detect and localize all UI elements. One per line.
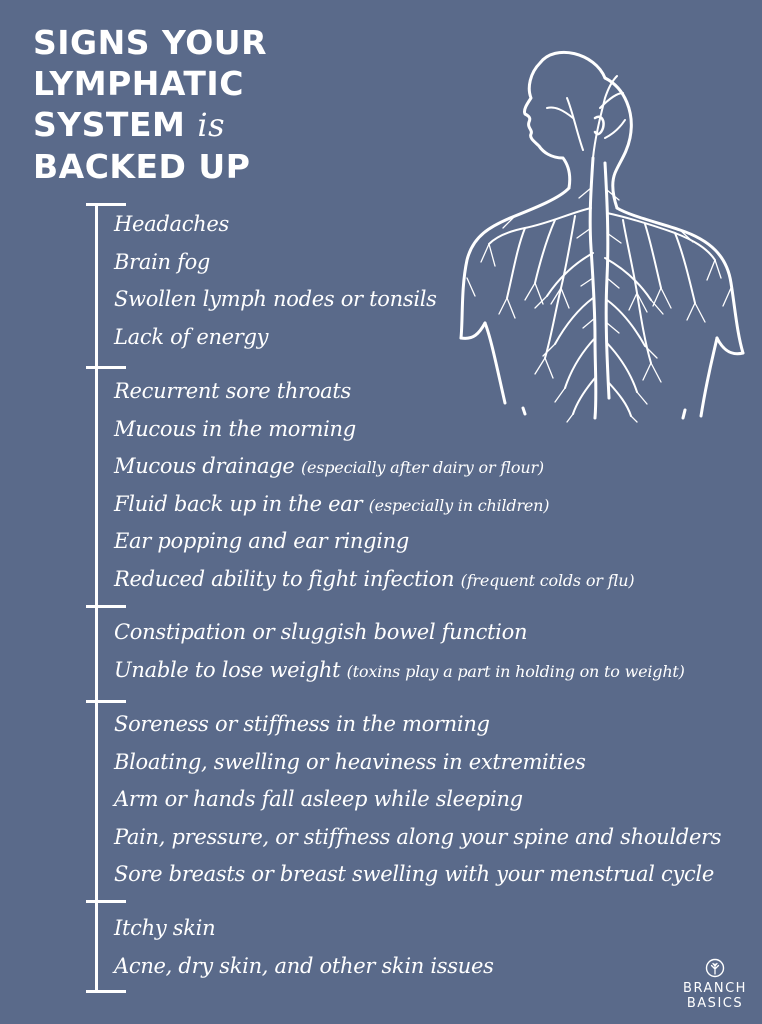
symptom-text: Mucous in the morning bbox=[114, 416, 356, 441]
symptom-text: Constipation or sluggish bowel function bbox=[114, 620, 528, 644]
symptom-item bbox=[114, 918, 494, 956]
bracket-line bbox=[95, 203, 98, 993]
symptom-text: Pain, pressure, or stiffness along your spine and shoulders bbox=[114, 824, 722, 849]
lymphatic-figure-illustration bbox=[455, 38, 745, 423]
symptom-group bbox=[114, 918, 494, 993]
bracket-tick bbox=[86, 203, 126, 206]
symptom-text: Arm or hands fall asleep while sleeping bbox=[114, 787, 523, 811]
symptom-group bbox=[114, 622, 685, 697]
symptom-item bbox=[114, 789, 721, 827]
symptom-item bbox=[114, 622, 685, 660]
symptom-item bbox=[114, 491, 634, 532]
symptom-note: (frequent colds or flu) bbox=[460, 570, 635, 590]
symptom-item bbox=[114, 324, 437, 365]
symptom-item bbox=[114, 566, 635, 607]
symptom-item bbox=[114, 864, 721, 902]
symptom-note: (especially in children) bbox=[368, 495, 550, 515]
page-title bbox=[33, 22, 267, 187]
symptom-item bbox=[114, 953, 494, 994]
symptom-text: Acne, dry skin, and other skin issues bbox=[114, 953, 494, 978]
symptom-text: Unable to lose weight bbox=[114, 657, 341, 682]
symptom-text: Sore breasts or breast swelling with your menstrual cycle bbox=[114, 862, 714, 886]
title-line-3-em: is bbox=[197, 106, 225, 144]
symptom-item bbox=[114, 456, 634, 494]
title-line-4: BACKED UP bbox=[33, 147, 251, 186]
title-line-1: SIGNS YOUR bbox=[33, 23, 267, 62]
symptom-item bbox=[114, 714, 721, 752]
brand-logo bbox=[681, 958, 749, 1011]
symptom-item bbox=[114, 824, 722, 865]
logo-line-2: BASICS bbox=[686, 996, 744, 1011]
symptom-text: Reduced ability to fight infection bbox=[114, 566, 455, 591]
symptom-text: Soreness or stiffness in the morning bbox=[114, 712, 490, 736]
symptom-text: Headaches bbox=[114, 212, 230, 236]
symptom-item bbox=[114, 416, 634, 457]
title-line-3 bbox=[33, 104, 267, 146]
symptom-item bbox=[114, 289, 437, 327]
bracket-tick bbox=[86, 366, 126, 369]
symptom-note: (especially after dairy or flour) bbox=[300, 458, 544, 477]
symptom-text: Lack of energy bbox=[114, 324, 269, 349]
symptom-text: Fluid back up in the ear bbox=[114, 491, 363, 516]
symptom-text: Mucous drainage bbox=[114, 454, 295, 478]
symptom-text: Itchy skin bbox=[114, 916, 216, 940]
symptom-text: Brain fog bbox=[114, 249, 211, 274]
symptom-text: Swollen lymph nodes or tonsils bbox=[114, 287, 437, 311]
symptom-item bbox=[114, 657, 685, 698]
symptom-item bbox=[114, 749, 721, 790]
bracket-tick bbox=[86, 700, 126, 703]
symptom-group bbox=[114, 714, 721, 902]
leaf-icon bbox=[705, 958, 725, 978]
symptom-text: Recurrent sore throats bbox=[114, 379, 352, 403]
symptom-group bbox=[114, 214, 437, 364]
symptom-item bbox=[114, 531, 634, 569]
symptom-note: (toxins play a part in holding on to weight) bbox=[346, 661, 685, 681]
logo-line-1: BRANCH bbox=[683, 981, 747, 996]
symptom-text: Ear popping and ear ringing bbox=[114, 529, 410, 553]
title-line-2: LYMPHATIC bbox=[33, 64, 244, 103]
title-line-3-main: SYSTEM bbox=[33, 105, 186, 144]
symptom-item bbox=[114, 214, 437, 252]
symptom-item bbox=[114, 249, 437, 290]
symptom-text: Bloating, swelling or heaviness in extremities bbox=[114, 749, 586, 774]
